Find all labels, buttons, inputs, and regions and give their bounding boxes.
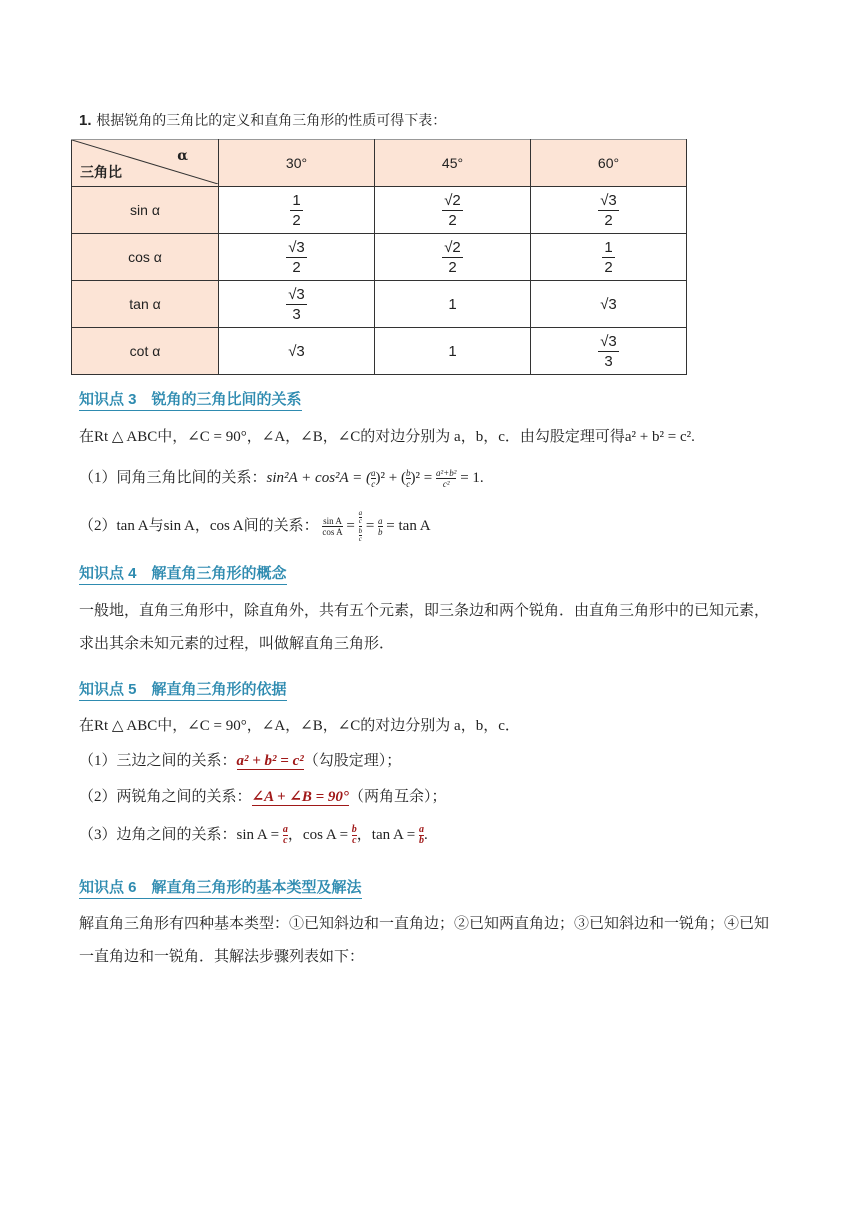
trig-value-table (71, 139, 687, 375)
denominator: 2 (292, 258, 301, 276)
numerator: √3 (288, 238, 305, 256)
value-cell (531, 281, 687, 328)
numerator: a²+b² (435, 468, 457, 479)
section5-relation-angles (79, 787, 446, 807)
section5-relation-sides (79, 751, 401, 771)
denominator: c (352, 835, 357, 847)
value-cell (375, 187, 531, 234)
angles-prefix: （2）两锐角之间的关系： (79, 789, 252, 805)
section3-paragraph-1: 在Rt △ ABC中，∠C = 90°，∠A，∠B，∠C的对边分别为 a，b，c．由勾股定理可得a² + b² = c². (79, 429, 695, 445)
identity-formula: sin²A + cos²A = ( (266, 470, 372, 486)
pythagorean-formula: a² + b² = c² (236, 753, 304, 769)
section6-line-1: 解直角三角形有四种基本类型：①已知斜边和一直角边；②已知两直角边；③已知斜边和一锐角；④已知 (79, 914, 770, 932)
value-cell (219, 281, 375, 328)
denominator: c (358, 517, 362, 525)
denominator: 2 (604, 211, 613, 229)
numerator: b (351, 824, 357, 836)
value-cell (219, 187, 375, 234)
sides-prefix: （1）三边之间的关系： (79, 753, 237, 769)
section3-tan-line: （2）tan A与sin A，cos A间的关系： $\frac{\text{sin A}}{\text{cos A}}$ = $\frac{\frac{a}{c}}{\frac{b}{c}}$ = $\frac{a}{b}$ = tan A (79, 509, 431, 543)
section4-line-2: 求出其余未知元素的过程，叫做解直角三角形． (79, 634, 395, 652)
denominator: b (419, 835, 425, 847)
numerator: a (282, 824, 288, 836)
value-fraction (602, 239, 614, 276)
denominator: c² (442, 479, 450, 490)
nested-numerator (359, 510, 363, 525)
value-cell (219, 328, 375, 375)
side-angle-prefix: （3）边角之间的关系：sin A = (79, 827, 280, 843)
value-cell (531, 187, 687, 234)
value-cell (219, 234, 375, 281)
section6-line-2: 一直角边和一锐角．其解法步骤列表如下： (79, 947, 365, 965)
value-text: 1 (448, 295, 457, 313)
section-heading-5: 知识点 5 解直角三角形的依据 (79, 678, 287, 701)
value-fraction (442, 239, 463, 276)
tan-end: = tan A (386, 517, 431, 534)
identity-prefix: （1）同角三角比间的关系： (79, 470, 267, 486)
value-fraction (598, 192, 619, 229)
numerator: a (419, 824, 425, 836)
numerator: sin A (323, 516, 342, 526)
numerator: a (358, 509, 363, 517)
value-fraction (286, 239, 307, 276)
section-heading-4: 知识点 4 解直角三角形的概念 (79, 562, 287, 585)
numerator: b (358, 527, 363, 535)
value-text: √3 (600, 295, 617, 313)
identity-eq1: )² + ( (375, 470, 406, 486)
intro-text: 根据锐角的三角比的定义和直角三角形的性质可得下表： (96, 113, 447, 129)
section3-identity-line (79, 468, 484, 489)
row-label-cos: cos α (72, 234, 219, 281)
side-angle-mid1: ，cos A = (287, 827, 349, 843)
item-number: 1. (79, 112, 92, 129)
numerator: √2 (444, 191, 461, 209)
value-cell (531, 234, 687, 281)
value-cell (531, 328, 687, 375)
section-heading-6: 知识点 6 解直角三角形的基本类型及解法 (79, 876, 362, 899)
row-label-tan: tan α (72, 281, 219, 328)
value-text: √3 (288, 342, 305, 360)
section4-paragraph (79, 594, 799, 660)
identity-end: = 1. (460, 470, 484, 486)
nested-denominator (359, 528, 363, 543)
table-row-cot (72, 328, 687, 375)
numerator: √3 (600, 332, 617, 350)
fraction-nested (359, 510, 363, 543)
value-cell (375, 328, 531, 375)
denominator: c (406, 479, 411, 490)
value-fraction (442, 192, 463, 229)
denominator: 2 (604, 258, 613, 276)
table-corner-cell (72, 140, 219, 187)
denominator: c (358, 535, 362, 543)
denominator: 2 (448, 258, 457, 276)
numerator: √3 (288, 285, 305, 303)
section-heading-3: 知识点 3 锐角的三角比间的关系 (79, 388, 302, 411)
identity-eq2: )² = (410, 470, 433, 486)
header-angle-30: 30° (219, 140, 375, 187)
row-label-sin: sin α (72, 187, 219, 234)
fraction-sin-over-cos (322, 516, 342, 537)
angles-suffix: （两角互余）； (348, 789, 447, 805)
value-fraction (286, 286, 307, 323)
row-label-cot: cot α (72, 328, 219, 375)
table-row-tan (72, 281, 687, 328)
numerator: 1 (604, 238, 613, 256)
denominator: b (378, 527, 383, 537)
section4-line-1: 一般地，直角三角形中，除直角外，共有五个元素，即三条边和两个锐角．由直角三角形中的已知元素， (79, 601, 770, 619)
numerator: a (378, 516, 383, 526)
numerator: b (406, 468, 411, 479)
tan-prefix: （2）tan A与sin A，cos A间的关系： (79, 517, 319, 534)
intro-line (79, 110, 446, 131)
section5-relation-side-angle (79, 825, 428, 846)
value-fraction (598, 333, 619, 370)
numerator: a (371, 468, 376, 479)
denominator: c (283, 835, 288, 847)
complementary-formula: ∠A + ∠B = 90° (251, 789, 349, 805)
denominator: c (371, 479, 376, 490)
fraction-sum-over-c2 (436, 468, 456, 489)
denominator: 3 (292, 305, 301, 323)
side-angle-mid2: ，tan A = (356, 827, 416, 843)
table-header-row (72, 140, 687, 187)
corner-label: 三角比 (80, 165, 122, 181)
denominator: 3 (604, 352, 613, 370)
numerator: 1 (292, 191, 301, 209)
denominator: 2 (448, 211, 457, 229)
section6-paragraph (79, 907, 799, 973)
header-angle-45: 45° (375, 140, 531, 187)
denominator: 2 (292, 211, 301, 229)
fraction-a-over-b (378, 516, 383, 537)
value-fraction (290, 192, 302, 229)
numerator: √2 (444, 238, 461, 256)
table-row-sin (72, 187, 687, 234)
sides-suffix: （勾股定理）； (303, 753, 402, 769)
value-cell (375, 234, 531, 281)
denominator: cos A (322, 527, 343, 537)
value-text: 1 (448, 342, 457, 360)
section5-paragraph-1: 在Rt △ ABC中，∠C = 90°，∠A，∠B，∠C的对边分别为 a，b，c． (79, 718, 520, 734)
numerator: √3 (600, 191, 617, 209)
value-cell (375, 281, 531, 328)
header-angle-60: 60° (531, 140, 687, 187)
table-row-cos (72, 234, 687, 281)
corner-alpha: α (177, 148, 188, 164)
side-angle-end: . (424, 827, 428, 843)
